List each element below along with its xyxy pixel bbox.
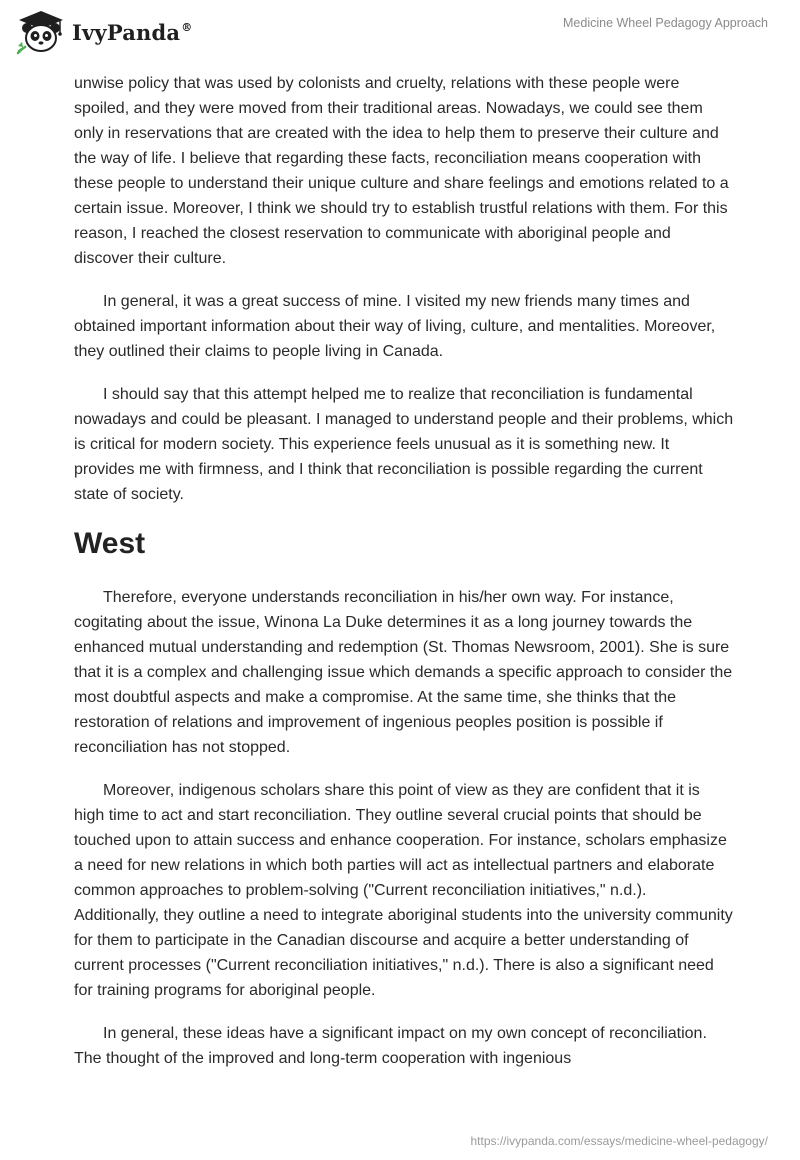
paragraph-6: In general, these ideas have a significant impact on my own concept of reconciliation. The thought of the improved and long-term cooperation with ingenious (74, 1025, 707, 1067)
ivypanda-logo[interactable] (16, 9, 192, 55)
paragraph-1: unwise policy that was used by colonists and cruelty, relations with these people were spoiled, and they were moved from their traditional areas. Nowadays, we could see them only in reservations that are created with the idea to help them to preserve their culture and the way of life. I believe that regarding these facts, reconciliation means cooperation with these people to understand their unique culture and share feelings and emotions related to a certain issue. Moreover, I think we should try to establish trustful relations with them. For this reason, I reached the closest reservation to communicate with aboriginal people and discover their culture. (74, 75, 729, 267)
brand-name (72, 20, 192, 45)
paragraph-5: Moreover, indigenous scholars share this point of view as they are confident that it is high time to act and start reconciliation. They outline several crucial points that should be touched upon to attain success and enhance cooperation. For instance, scholars emphasize a need for new relations in which both parties will act as intellectual partners and elaborate common approaches to problem-solving ("Current reconciliation initiatives," n.d.). Additionally, they outline a need to integrate aboriginal students into the university community for them to participate in the Canadian discourse and acquire a better understanding of current processes ("Current reconciliation initiatives," n.d.). There is also a significant need for training programs for aboriginal people. (74, 782, 733, 999)
brand-text: IvyPanda (72, 19, 181, 45)
paragraph-3: I should say that this attempt helped me to realize that reconciliation is fundamental nowadays and could be pleasant. I managed to understand people and their problems, which is critical for modern society. This experience feels unusual as it is something new. It provides me with firmness, and I think that reconciliation is possible regarding the current state of society. (74, 386, 734, 503)
document-title: Medicine Wheel Pedagogy Approach (563, 16, 768, 30)
panda-logo-icon (16, 9, 66, 55)
paragraph-2: In general, it was a great success of mine. I visited my new friends many times and obtained important information about their way of living, culture, and mentalities. Moreover, they outlined their claims to people living in Canada. (74, 293, 716, 360)
registered-mark: ® (181, 20, 193, 34)
page-header (0, 0, 800, 70)
section-heading-west: West (74, 527, 146, 560)
essay-body (74, 71, 734, 1089)
footer-url-link[interactable]: https://ivypanda.com/essays/medicine-wheel-pedagogy/ (470, 1134, 768, 1148)
paragraph-4: Therefore, everyone understands reconciliation in his/her own way. For instance, cogitating about the issue, Winona La Duke determines it as a long journey towards the enhanced mutual understanding and redemption (St. Thomas Newsroom, 2001). She is sure that it is a complex and challenging issue which demands a specific approach to consider the most doubtful aspects and make a compromise. At the same time, she thinks that the restoration of relations and improvement of ingenious peoples position is possible if reconciliation has not stopped. (74, 589, 733, 756)
